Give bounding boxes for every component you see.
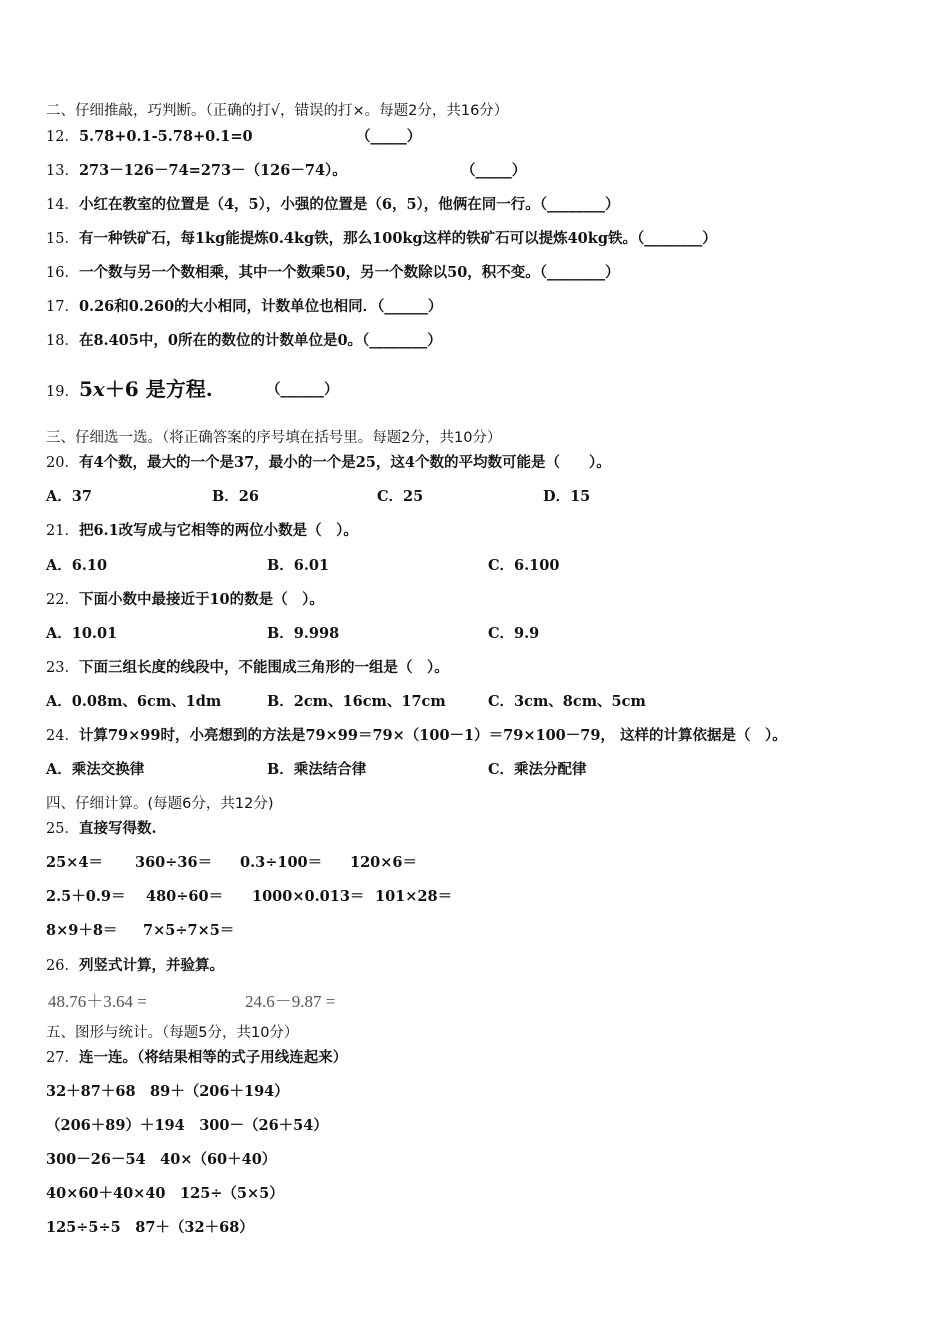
- question-text: 小红在教室的位置是（4，5），小强的位置是（6，5），他俩在同一行。（________）: [78, 196, 620, 213]
- option-21-b[interactable]: B．6.01: [267, 557, 330, 574]
- option-20-c[interactable]: C．25: [377, 488, 424, 505]
- question-number: 14．: [46, 197, 79, 213]
- calc-item: 25×4＝: [46, 854, 103, 871]
- calc-item: 360÷36＝: [135, 854, 213, 871]
- question-text: 有4个数，最大的一个是37，最小的一个是25，这4个数的平均数可能是（ ）。: [78, 454, 611, 471]
- calc-item: 7×5÷7×5＝: [143, 922, 235, 939]
- question-21: [46, 521, 358, 541]
- option-20-a[interactable]: A．37: [46, 488, 92, 505]
- question-24: [46, 726, 787, 746]
- section-5-title: 五、图形与统计。（每题5分，共10分）: [46, 1025, 299, 1041]
- question-15: [46, 229, 717, 249]
- question-20: [46, 453, 611, 473]
- calc-item: 1000×0.013＝: [252, 888, 365, 905]
- option-22-c[interactable]: C．9.9: [488, 625, 540, 642]
- option-24-a[interactable]: A．乘法交换律: [46, 761, 145, 778]
- question-text: 273－126－74=273－（126－74）。: [78, 162, 347, 179]
- calc-item: 101×28＝: [375, 888, 453, 905]
- calc-item: 2.5＋0.9＝: [46, 888, 126, 905]
- question-17: [46, 297, 442, 317]
- option-23-a[interactable]: A．0.08m、6cm、1dm: [46, 693, 222, 710]
- question-text: 列竖式计算，并验算。: [78, 957, 224, 974]
- question-number: 12．: [46, 129, 79, 145]
- question-number: 22．: [46, 592, 79, 608]
- vertical-calc-expr-2: 24.6－9.87 =: [245, 992, 336, 1011]
- option-21-a[interactable]: A．6.10: [46, 557, 108, 574]
- option-21-c[interactable]: C．6.100: [488, 557, 560, 574]
- question-25: [46, 819, 157, 839]
- question-number: 24．: [46, 728, 79, 744]
- option-22-b[interactable]: B．9.998: [267, 625, 340, 642]
- answer-blank-13[interactable]: （_____）: [461, 162, 527, 179]
- question-number: 17．: [46, 299, 79, 315]
- section-2-title: 二、仔细推敲，巧判断。（正确的打√，错误的打×。每题2分，共16分）: [46, 103, 509, 119]
- equation-variable: x: [92, 377, 105, 401]
- answer-blank-12[interactable]: （_____）: [356, 128, 422, 145]
- question-text: 在8.405中，0所在的数位的计数单位是0。（________）: [78, 332, 442, 349]
- option-20-d[interactable]: D．15: [543, 488, 591, 505]
- option-24-b[interactable]: B．乘法结合律: [267, 761, 367, 778]
- question-number: 18．: [46, 333, 79, 349]
- question-number: 16．: [46, 265, 79, 281]
- question-text: 把6.1改写成与它相等的两位小数是（ ）。: [78, 522, 358, 539]
- match-row[interactable]: 40×60＋40×40 125÷（5×5）: [46, 1185, 284, 1202]
- match-row[interactable]: 300－26－54 40×（60＋40）: [46, 1151, 277, 1168]
- section-3-title: 三、仔细选一选。（将正确答案的序号填在括号里。每题2分，共10分）: [46, 430, 502, 446]
- question-number: 15．: [46, 231, 79, 247]
- calc-item: 480÷60＝: [146, 888, 224, 905]
- question-number: 26．: [46, 958, 79, 974]
- question-number: 25．: [46, 821, 79, 837]
- equation-rest: ＋6 是方程.: [104, 377, 213, 401]
- match-row[interactable]: 32＋87＋68 89＋（206＋194）: [46, 1083, 289, 1100]
- question-text: 有一种铁矿石，每1kg能提炼0.4kg铁，那么100kg这样的铁矿石可以提炼40kg铁。（________）: [78, 230, 717, 247]
- question-19: [46, 376, 213, 405]
- question-text: 计算79×99时，小亮想到的方法是79×99＝79×（100－1）＝79×100－79， 这样的计算依据是（ ）。: [78, 727, 787, 744]
- equation-coefficient: 5: [78, 377, 93, 401]
- vertical-calc-expr-1: 48.76＋3.64 =: [48, 992, 147, 1011]
- question-number: 21．: [46, 523, 79, 539]
- option-24-c[interactable]: C．乘法分配律: [488, 761, 587, 778]
- question-text: 0.26和0.260的大小相同，计数单位也相同．（______）: [78, 298, 443, 315]
- question-22: [46, 590, 324, 610]
- option-23-c[interactable]: C．3cm、8cm、5cm: [488, 693, 646, 710]
- question-number: 23．: [46, 660, 79, 676]
- question-number: 19．: [46, 384, 79, 400]
- question-text: 下面三组长度的线段中，不能围成三角形的一组是（ ）。: [78, 659, 449, 676]
- answer-blank-19[interactable]: （______）: [266, 381, 339, 398]
- question-12: [46, 127, 253, 147]
- section-4-title: 四、仔细计算。(每题6分，共12分): [46, 796, 274, 812]
- question-number: 27．: [46, 1050, 79, 1066]
- option-22-a[interactable]: A．10.01: [46, 625, 118, 642]
- question-text: 直接写得数.: [78, 820, 157, 837]
- question-number: 13．: [46, 163, 79, 179]
- question-number: 20．: [46, 455, 79, 471]
- question-23: [46, 658, 449, 678]
- question-16: [46, 263, 620, 283]
- question-13: [46, 161, 347, 181]
- match-row[interactable]: （206＋89）＋194 300－（26＋54）: [46, 1117, 328, 1134]
- calc-item: 120×6＝: [350, 854, 418, 871]
- option-23-b[interactable]: B．2cm、16cm、17cm: [267, 693, 446, 710]
- question-text: 下面小数中最接近于10的数是（ ）。: [78, 591, 324, 608]
- question-26: [46, 956, 224, 976]
- option-20-b[interactable]: B．26: [212, 488, 259, 505]
- question-14: [46, 195, 620, 215]
- question-27: [46, 1048, 347, 1068]
- question-text: 5.78+0.1-5.78+0.1=0: [78, 128, 253, 145]
- calc-item: 0.3÷100＝: [240, 854, 323, 871]
- question-text: 连一连。（将结果相等的式子用线连起来）: [78, 1049, 348, 1066]
- question-text: 一个数与另一个数相乘，其中一个数乘50，另一个数除以50，积不变。（________）: [78, 264, 620, 281]
- calc-item: 8×9＋8＝: [46, 922, 118, 939]
- match-row[interactable]: 125÷5÷5 87＋（32＋68）: [46, 1219, 254, 1236]
- question-18: [46, 331, 442, 351]
